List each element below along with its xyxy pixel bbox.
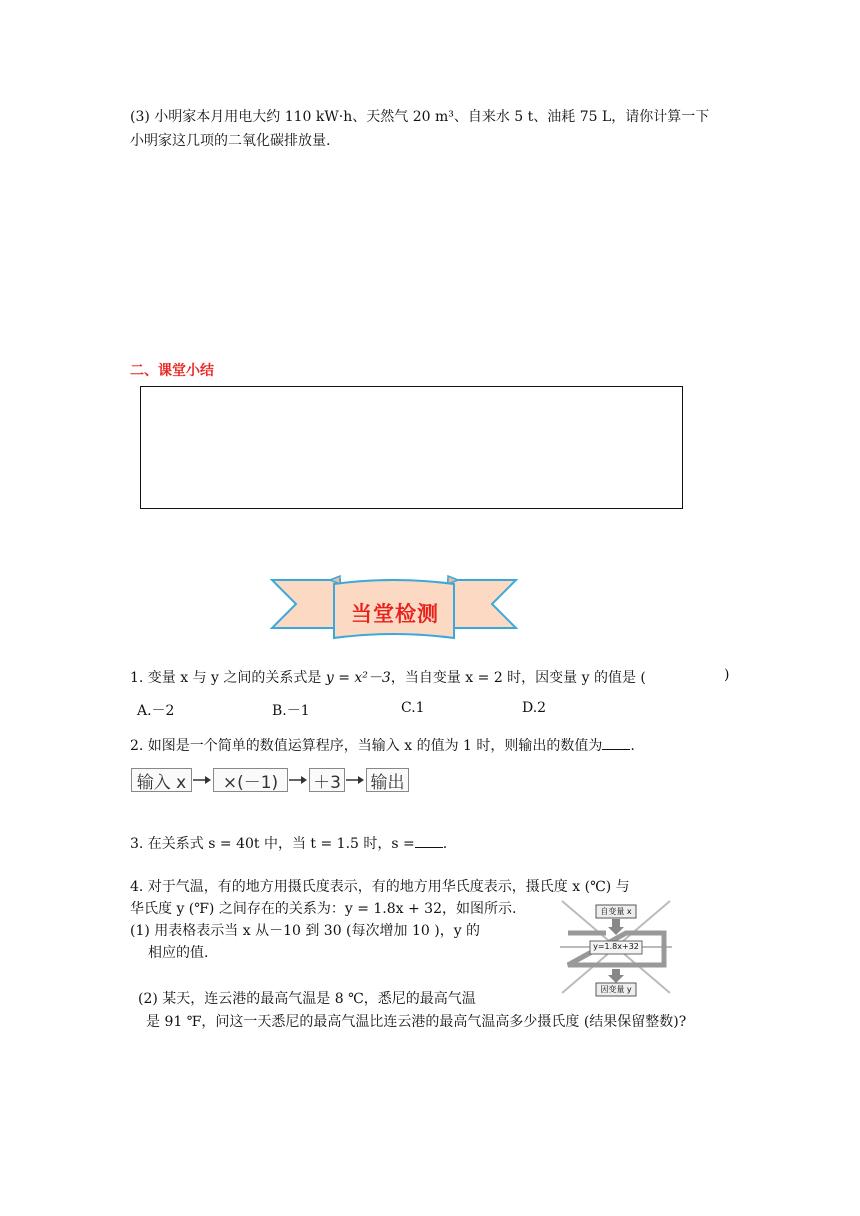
q1-option-d[interactable]: D.2 [522, 700, 547, 716]
q4-line1: 4. 对于气温，有的地方用摄氏度表示，有的地方用华氏度表示，摄氏度 x (℃) 与 [130, 879, 630, 895]
q3-answer-blank[interactable] [415, 835, 443, 848]
q3-stem [130, 833, 447, 853]
q1-close-paren: ) [724, 667, 730, 683]
q1-text-b: ，当自变量 x = 2 时，因变量 y 的值是 ( [390, 670, 646, 686]
banner-title: 当堂检测 [351, 602, 439, 626]
q2-stem [130, 735, 635, 755]
flow-input-box: 输入 x [131, 768, 192, 792]
q4-sub2-line1: (2) 某天，连云港的最高气温是 8 ℃，悉尼的最高气温 [138, 991, 476, 1007]
arrow-right-icon [192, 774, 212, 786]
q1-option-b[interactable]: B.－1 [272, 703, 310, 719]
q4-sub2-line2: 是 91 ℉，问这一天悉尼的最高气温比连云港的最高气温高多少摄氏度 (结果保留整数)? [146, 1014, 687, 1030]
q3-text: 3. 在关系式 s = 40t 中，当 t = 1.5 时，s = [130, 836, 415, 852]
arrow-right-icon [345, 774, 365, 786]
q2-text: 2. 如图是一个简单的数值运算程序，当输入 x 的值为 1 时，则输出的数值为 [130, 738, 603, 754]
q4-sub1-line1: (1) 用表格表示当 x 从－10 到 30 (每次增加 10 )，y 的 [130, 923, 481, 939]
q1-formula: y = x²－3 [325, 670, 391, 686]
diagram-input-label: 自变量 x [600, 907, 632, 916]
q2-answer-blank[interactable] [602, 737, 630, 750]
diagram-output-label: 因变量 y [600, 985, 632, 994]
arrow-right-icon [288, 774, 308, 786]
q1-option-c[interactable]: C.1 [401, 700, 425, 716]
q1-text-a: 1. 变量 x 与 y 之间的关系式是 [130, 670, 326, 686]
q4-line2: 华氏度 y (℉) 之间存在的关系为：y = 1.8x + 32，如图所示. [130, 901, 517, 917]
diagram-formula-label: y=1.8x+32 [593, 942, 639, 951]
flow-output-box: 输出 [366, 768, 409, 792]
problem3-line2: 小明家这几项的二氧化碳排放量. [130, 133, 331, 149]
conversion-diagram [558, 897, 674, 997]
problem3-line1: (3) 小明家本月用电大约 110 kW·h、天然气 20 m³、自来水 5 t、油耗 75 L，请你计算一下 [130, 109, 710, 125]
q3-end: . [442, 836, 448, 852]
q4-sub1-line2: 相应的值. [148, 945, 209, 961]
q1-stem [130, 667, 646, 687]
q1-option-a[interactable]: A.－2 [137, 703, 175, 719]
summary-answer-box[interactable] [140, 386, 683, 509]
q2-end: . [630, 738, 635, 754]
flow-add-box: ＋3 [309, 768, 345, 792]
flow-multiply-box: ×(－1) [213, 768, 288, 792]
section-title: 二、课堂小结 [130, 363, 214, 379]
